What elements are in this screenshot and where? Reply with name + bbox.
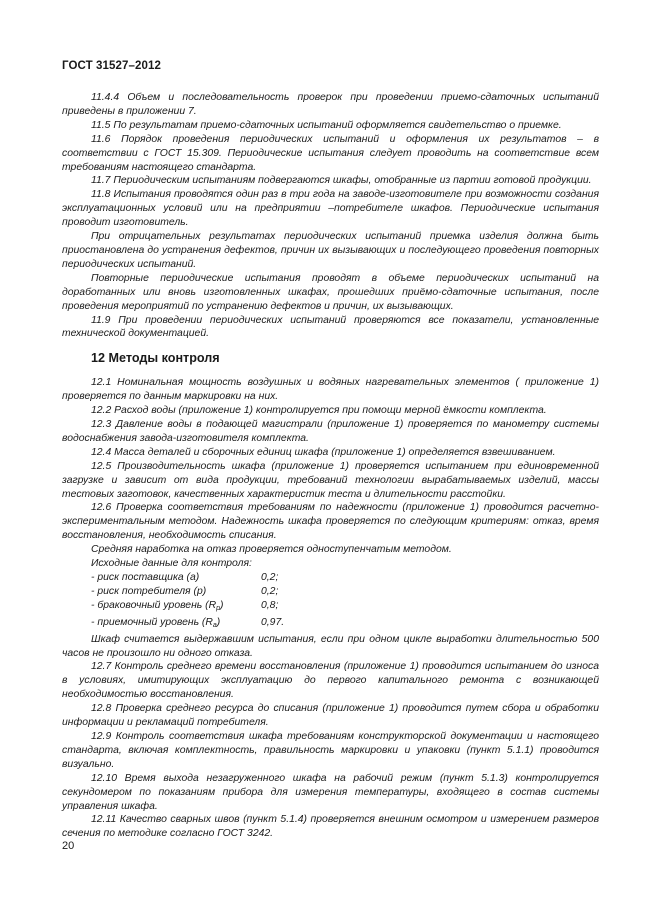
- paragraph: 12.9 Контроль соответствия шкафа требованиям конструкторской документации и настоящего стандарта, включая комплектность, правильность маркировки и упаковки (пункт 5.1.1) проводится визуально.: [62, 730, 599, 770]
- paragraph: 12.2 Расход воды (приложение 1) контролируется при помощи мерной ёмкости комплекта.: [91, 405, 547, 417]
- control-data-row: - риск поставщика (a) 0,2;: [91, 572, 279, 583]
- paragraph: 12.10 Время выхода незагруженного шкафа на рабочий режим (пункт 5.1.3) контролируется секундомером по показаниям прибора для измерения температуры, входящего в состав системы управления шкафа.: [62, 772, 599, 812]
- paragraph: 11.5 По результатам приемо-сдаточных испытаний оформляется свидетельство о приемке.: [91, 119, 562, 131]
- paragraph: 11.9 При проведении периодических испытаний проверяются все показатели, установленные технической документацией.: [62, 314, 599, 340]
- paragraph: Средняя наработка на отказ проверяется одноступенчатым методом.: [91, 544, 452, 556]
- paragraph: 11.4.4 Объем и последовательность проверок при проведении приемо-сдаточных испытаний приведены в приложении 7.: [62, 92, 599, 117]
- control-data-row: - приемочный уровень $(R_a)$ 0,97.: [91, 616, 285, 629]
- paragraph: 12.1 Номинальная мощность воздушных и водяных нагревательных элементов ( приложение 1) проверяется по данным маркировки на них.: [62, 377, 599, 403]
- paragraph: 12.11 Качество сварных швов (пункт 5.1.4) проверяется внешним осмотром и измерением размеров сечения по методике согласно ГОСТ 3242.: [62, 814, 599, 840]
- section-title: 12 Методы контроля: [91, 351, 220, 366]
- paragraph: Шкаф считается выдержавшим испытания, если при одном цикле выработки длительностью 500 часов не произошло ни одного отказа.: [62, 633, 599, 659]
- control-data-row: - браковочный уровень $(R_р)$ 0,8;: [91, 599, 279, 612]
- document-body: [62, 91, 599, 841]
- paragraph: 11.8 Испытания проводятся один раз в три года на заводе-изготовителе при возможности создания эксплуатационных условий или на предприятии –потребителе шкафов. Периодические испытания проводит изготовитель.: [62, 189, 599, 229]
- paragraph: 12.8 Проверка среднего ресурса до списания (приложение 1) проводится путем сбора и обработки информации и рекламаций потребителя.: [62, 703, 599, 729]
- page-number: 20: [62, 840, 75, 852]
- paragraph: Повторные периодические испытания проводят в объеме периодических испытаний на доработанных или вновь изготовленных шкафах, прошедших приёмо-сдаточные испытания, после проведения мероприятий по устранению дефектов и причин, их вызывающих.: [62, 272, 599, 312]
- document-header: ГОСТ 31527–2012: [62, 60, 162, 72]
- paragraph: 12.3 Давление воды в подающей магистрали (приложение 1) проверяется по манометру системы водоснабжения завода-изготовителя комплекта.: [62, 419, 599, 444]
- paragraph: 11.6 Порядок проведения периодических испытаний и оформления их результатов – в соответствии с ГОСТ 15.309. Периодические испытания следует проводить на соответствие всем требованиям настоящего стандарта.: [62, 133, 599, 173]
- paragraph: Исходные данные для контроля:: [91, 558, 252, 570]
- paragraph: 12.5 Производительность шкафа (приложение 1) проверяется испытанием при единовременной загрузке и зависит от вида продукции, требований технологии вырабатываемых изделий, массы тестовых заготовок, качественных характеристик теста и длительности расстойки.: [62, 460, 599, 500]
- paragraph: 12.4 Масса деталей и сборочных единиц шкафа (приложение 1) определяется взвешиванием.: [91, 446, 556, 458]
- paragraph: 11.7 Периодическим испытаниям подвергаются шкафы, отобранные из партии готовой продукции.: [91, 175, 592, 187]
- control-data-row: - риск потребителя (р) 0,2;: [91, 585, 279, 597]
- paragraph: 12.7 Контроль среднего времени восстановления (приложение 1) проводится испытанием до износа в условиях, имитирующих эксплуатацию до первого капитального ремонта с возникающей необходимостью восстановления.: [62, 661, 599, 701]
- paragraph: 12.6 Проверка соответствия требованиям по надежности (приложение 1) проводится расчетно-экспериментальным методом. Надежность шкафа проверяется по следующим критериям: отказ, время восстановления, необходимость списания.: [62, 502, 599, 542]
- paragraph: При отрицательных результатах периодических испытаний приемка изделия должна быть приостановлена до устранения дефектов, причин их вызывающих и последующего проведения повторных периодических испытаний.: [62, 231, 599, 270]
